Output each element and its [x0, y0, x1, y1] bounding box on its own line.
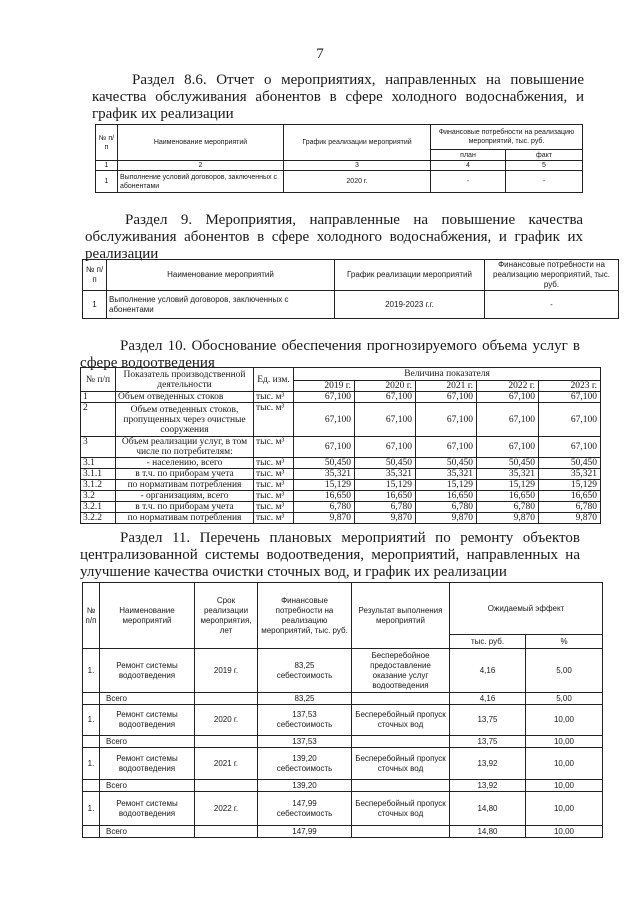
table-row [81, 513, 601, 524]
row-name: в т.ч. по приборам учета [116, 469, 254, 480]
row-unit: тыс. м³ [254, 502, 294, 513]
row-name: - организациям, всего [116, 491, 254, 502]
total-pct: 10,00 [526, 826, 603, 838]
row-value: 16,650 [477, 491, 539, 502]
row-value: 35,321 [539, 469, 601, 480]
row-value: 6,780 [355, 502, 416, 513]
total-rub: 13,92 [450, 780, 526, 792]
col-header-fin: Финансовые потребности на реализацию мероприятий, тыс. руб. [431, 125, 583, 150]
row-effect-pct: 5,00 [526, 649, 603, 693]
column-number: 5 [506, 161, 583, 171]
fin-value: 137,53 [292, 710, 317, 719]
total-rub: 4,16 [450, 693, 526, 705]
row-value: 15,129 [294, 480, 355, 491]
section-9-table [82, 259, 619, 319]
row-plan: - [431, 171, 506, 193]
col-header-name: Наименование мероприятий [100, 583, 195, 649]
row-value: 67,100 [416, 392, 477, 403]
row-value: 67,100 [539, 403, 601, 437]
row-unit: тыс. м³ [254, 403, 294, 437]
row-name: - населению, всего [116, 458, 254, 469]
row-value: 9,870 [477, 513, 539, 524]
row-number: 3.2 [81, 491, 116, 502]
table-row [83, 792, 603, 826]
col-header-year: 2023 г. [539, 381, 601, 392]
col-header-year: 2019 г. [294, 381, 355, 392]
row-value: 67,100 [294, 392, 355, 403]
fin-value: 139,20 [292, 753, 317, 763]
row-unit: тыс. м³ [254, 491, 294, 502]
col-header-plan: план [431, 150, 506, 161]
row-name: Выполнение условий договоров, заключенных с абонентами [118, 171, 284, 193]
row-number: 1 [81, 392, 116, 403]
fin-note: себестоимость [276, 670, 333, 680]
col-header-name: Наименование мероприятий [118, 125, 284, 161]
total-label: Всего [100, 780, 195, 792]
row-fin [258, 649, 352, 693]
row-name: Ремонт системы водоотведения [100, 705, 195, 736]
row-schedule: 2020 г. [284, 171, 431, 193]
row-number: 1 [96, 171, 118, 193]
row-number: 3.1.2 [81, 480, 116, 491]
column-number: 3 [284, 161, 431, 171]
column-number: 2 [118, 161, 284, 171]
table-row [96, 171, 583, 193]
col-header-pct: % [526, 635, 603, 649]
row-value: 16,650 [539, 491, 601, 502]
row-value: 35,321 [416, 469, 477, 480]
row-value: 67,100 [294, 403, 355, 437]
row-name: Выполнение условий договоров, заключенных с абонентами [107, 291, 335, 319]
total-row [83, 826, 603, 838]
row-result: Бесперебойный пропуск сточных вод [352, 792, 450, 826]
row-value: 6,780 [416, 502, 477, 513]
col-header-fin: Финансовые потребности на реализацию мероприятий, тыс. руб. [258, 583, 352, 649]
row-unit: тыс. м³ [254, 469, 294, 480]
total-fin: 147,99 [258, 826, 352, 838]
section-10-heading: Раздел 10. Обоснование обеспечения прогнозируемого объема услуг в сфере водоотведения [80, 338, 580, 371]
row-value: 16,650 [355, 491, 416, 502]
col-header-year: 2021 г. [416, 381, 477, 392]
section-11-table [82, 582, 603, 838]
row-unit: тыс. м³ [254, 437, 294, 458]
fin-note: себестоимость [276, 763, 333, 773]
row-value: 16,650 [416, 491, 477, 502]
table-row [81, 480, 601, 491]
table-row [83, 748, 603, 780]
row-value: 67,100 [416, 437, 477, 458]
row-number: 1. [83, 748, 100, 780]
row-value: 50,450 [477, 458, 539, 469]
row-value: 67,100 [477, 403, 539, 437]
row-value: 50,450 [539, 458, 601, 469]
section-8-6-heading: Раздел 8.6. Отчет о мероприятиях, направленных на повышение качества обслуживания абонентов в сфере холодного водоснабжения, и график их реализации [92, 72, 584, 122]
col-header-rub: тыс. руб. [450, 635, 526, 649]
section-9-heading: Раздел 9. Мероприятия, направленные на повышение качества обслуживания абонентов в сфере холодного водоснабжения, и график их реализации [85, 212, 583, 262]
row-number: 3.2.1 [81, 502, 116, 513]
row-name: по нормативам потребления [116, 480, 254, 491]
column-number: 4 [431, 161, 506, 171]
table-row [81, 458, 601, 469]
row-value: 67,100 [477, 437, 539, 458]
row-value: 15,129 [355, 480, 416, 491]
row-value: 15,129 [477, 480, 539, 491]
row-number: 1. [83, 792, 100, 826]
row-effect-rub: 4,16 [450, 649, 526, 693]
total-label: Всего [100, 693, 195, 705]
row-result: Бесперебойный пропуск сточных вод [352, 748, 450, 780]
row-value: 16,650 [294, 491, 355, 502]
row-effect-rub: 13,75 [450, 705, 526, 736]
row-effect-rub: 13,92 [450, 748, 526, 780]
fin-note: себестоимость [276, 808, 333, 818]
row-number: 3.2.2 [81, 513, 116, 524]
row-name: Ремонт системы водоотведения [100, 792, 195, 826]
row-year: 2019 г. [195, 649, 258, 693]
row-year: 2021 г. [195, 748, 258, 780]
col-header-result: Результат выполнения мероприятий [352, 583, 450, 649]
row-value: 9,870 [355, 513, 416, 524]
total-label: Всего [100, 826, 195, 838]
col-header-name: Наименование мероприятий [107, 260, 335, 291]
col-header-fact: факт [506, 150, 583, 161]
row-fin [258, 792, 352, 826]
row-value: 67,100 [355, 392, 416, 403]
col-header-no: № п/п [96, 125, 118, 161]
row-value: 50,450 [355, 458, 416, 469]
row-effect-rub: 14,80 [450, 792, 526, 826]
column-number-row [96, 161, 583, 171]
col-header-indicator: Показатель производственной деятельности [116, 368, 254, 392]
row-value: 6,780 [294, 502, 355, 513]
page-number: 7 [316, 46, 324, 62]
row-unit: тыс. м³ [254, 458, 294, 469]
row-name: Ремонт системы водоотведения [100, 649, 195, 693]
row-value: 67,100 [355, 403, 416, 437]
row-value: 50,450 [294, 458, 355, 469]
total-fin: 137,53 [258, 736, 352, 748]
column-number: 1 [96, 161, 118, 171]
row-result: Бесперебойное предоставление оказание услуг водоотведения [352, 649, 450, 693]
row-unit: тыс. м³ [254, 480, 294, 491]
row-effect-pct: 10,00 [526, 792, 603, 826]
total-pct: 10,00 [526, 780, 603, 792]
col-header-year: 2020 г. [355, 381, 416, 392]
row-year: 2022 г. [195, 792, 258, 826]
row-number: 2 [81, 403, 116, 437]
row-fin [258, 705, 352, 736]
row-value: 67,100 [416, 403, 477, 437]
row-value: 67,100 [539, 437, 601, 458]
row-year: 2020 г. [195, 705, 258, 736]
table-row [81, 437, 601, 458]
row-value: 6,780 [539, 502, 601, 513]
total-row [83, 693, 603, 705]
row-fin: - [485, 291, 619, 319]
row-number: 3 [81, 437, 116, 458]
row-value: 67,100 [355, 437, 416, 458]
section-11-heading: Раздел 11. Перечень плановых мероприятий по ремонту объектов централизованной системы водоотведения, мероприятий, направленных на улучшение качества очистки сточных вод, и график их реализации [80, 530, 580, 580]
fin-value: 147,99 [292, 798, 317, 808]
row-fin [258, 748, 352, 780]
row-value: 35,321 [355, 469, 416, 480]
row-value: 67,100 [477, 392, 539, 403]
row-name: Объем отведенных стоков [116, 392, 254, 403]
row-name: Объем отведенных стоков, пропущенных через очистные сооружения [116, 403, 254, 437]
col-header-effect: Ожидаемый эффект [450, 583, 603, 635]
table-row [81, 403, 601, 437]
col-header-schedule: График реализации мероприятий [284, 125, 431, 161]
section-8-6-table [95, 124, 583, 193]
row-value: 67,100 [539, 392, 601, 403]
total-row [83, 736, 603, 748]
col-header-no: № п/п [83, 260, 107, 291]
row-result: Бесперебойный пропуск сточных вод [352, 705, 450, 736]
table-row [83, 291, 619, 319]
row-schedule: 2019-2023 г.г. [335, 291, 485, 319]
col-header-values: Величина показателя [294, 368, 601, 381]
total-pct: 10,00 [526, 736, 603, 748]
row-number: 1. [83, 649, 100, 693]
row-name: по нормативам потребления [116, 513, 254, 524]
row-value: 6,780 [477, 502, 539, 513]
row-value: 35,321 [477, 469, 539, 480]
row-number: 1 [83, 291, 107, 319]
fin-note: себестоимость [276, 720, 333, 729]
row-fact: - [506, 171, 583, 193]
row-name: Объем реализации услуг, в том числе по потребителям: [116, 437, 254, 458]
total-pct: 5,00 [526, 693, 603, 705]
row-value: 35,321 [294, 469, 355, 480]
section-10-table [80, 367, 601, 524]
row-value: 9,870 [539, 513, 601, 524]
row-number: 1. [83, 705, 100, 736]
row-unit: тыс. м³ [254, 392, 294, 403]
row-value: 15,129 [539, 480, 601, 491]
total-rub: 13,75 [450, 736, 526, 748]
row-name: в т.ч. по приборам учета [116, 502, 254, 513]
table-row [81, 491, 601, 502]
row-number: 3.1.1 [81, 469, 116, 480]
col-header-schedule: График реализации мероприятий [335, 260, 485, 291]
col-header-term: Срок реализации мероприятия, лет [195, 583, 258, 649]
total-rub: 14,80 [450, 826, 526, 838]
row-unit: тыс. м³ [254, 513, 294, 524]
col-header-no: № п/п [81, 368, 116, 392]
total-row [83, 780, 603, 792]
table-row [81, 502, 601, 513]
total-fin: 83,25 [258, 693, 352, 705]
col-header-unit: Ед. изм. [254, 368, 294, 392]
table-row [81, 469, 601, 480]
table-row [83, 705, 603, 736]
col-header-fin: Финансовые потребности на реализацию мероприятий, тыс. руб. [485, 260, 619, 291]
total-label: Всего [100, 736, 195, 748]
table-row [81, 392, 601, 403]
total-fin: 139,20 [258, 780, 352, 792]
row-effect-pct: 10,00 [526, 748, 603, 780]
table-row [83, 649, 603, 693]
row-number: 3.1 [81, 458, 116, 469]
col-header-year: 2022 г. [477, 381, 539, 392]
row-name: Ремонт системы водоотведения [100, 748, 195, 780]
fin-value: 83,25 [294, 660, 315, 670]
col-header-no: № п/п [83, 583, 100, 649]
row-value: 15,129 [416, 480, 477, 491]
row-value: 67,100 [294, 437, 355, 458]
row-value: 9,870 [294, 513, 355, 524]
row-value: 50,450 [416, 458, 477, 469]
row-value: 9,870 [416, 513, 477, 524]
row-effect-pct: 10,00 [526, 705, 603, 736]
